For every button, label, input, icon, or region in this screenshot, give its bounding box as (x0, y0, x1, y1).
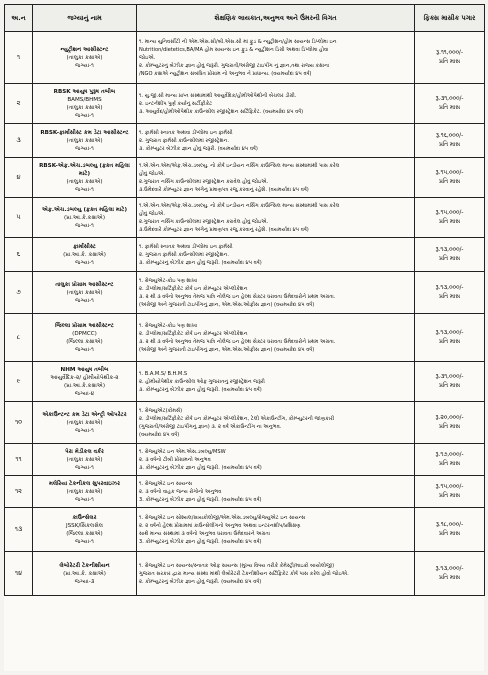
row-requirements-cell (137, 272, 415, 314)
row-requirements-cell (137, 508, 415, 552)
pay-unit: પ્રતિ માસ (439, 530, 460, 537)
post-detail: (DPMCC) (72, 330, 97, 337)
pay-amount: રૂ.૨૦,૦૦૦/- (435, 414, 464, 421)
row-pay-cell (415, 198, 485, 238)
requirement-line: ૩.ઉમેદવારે કોમ્પ્યુટર જ્ઞાન અંગેનું પ્રમાણપત્ર રજુ કરવાનું રહેશે. (વયમર્યાદા ૪૫ વર્ષ) (139, 186, 309, 193)
requirement-line: ૩. આયુર્વેદ/હોમીઓપેથીક કાઉન્સીલ રજીસ્ટ્રેશન સર્ટિફિકેટ. (વયમર્યાદા ૪૫ વર્ષ) (139, 108, 304, 115)
post-title: એફ.એચ.ડબલ્યુ (ફક્ત મહિલા માટે) (41, 206, 128, 213)
post-title: RBSK-ફાર્માસીસ્ટ કમ ડેટા આસીસ્ટન્ટ (40, 129, 129, 136)
table-row (5, 362, 485, 402)
row-requirements-cell (137, 476, 415, 508)
post-detail: જગ્યા-૪ (74, 390, 95, 397)
post-detail: જગ્યા-૧ (75, 346, 94, 353)
post-detail: જગ્યા-૧ (75, 145, 94, 152)
post-detail: (તાલુકા કક્ષાએ) (66, 137, 103, 144)
requirement-line: (અંગ્રેજી અને ગુજરાતી ટાઇપીંગનું જ્ઞાન, એમ.એસ.ઓફીસ જ્ઞાન) (વયમર્યાદા ૪૫ વર્ષ) (139, 301, 315, 308)
post-detail: જગ્યા-૧ (75, 186, 94, 193)
requirement-line: ૨. ડીપ્લોમા/સર્ટિફીકેટ કોર્ષ ઇન કોમ્પ્યુટર એપ્લીકેશન, ટેલી એકાઉન્ટીંગ, કોમ્પ્યુટરની જાણકારી (139, 415, 335, 422)
pay-amount: રૂ.૧૭,૦૦૦/- (435, 451, 464, 458)
pay-amount: રૂ.૩૧,૦૦૦/- (435, 373, 464, 380)
requirement-line: ૩.ઉમેદવારે કોમ્પ્યુટર જ્ઞાન અંગેનું પ્રમાણપત્ર રજુ કરવાનું રહેશે. (વયમર્યાદા ૪૫ વર્ષ) (139, 226, 309, 233)
pay-unit: પ્રતિ માસ (439, 141, 460, 148)
row-post-cell (33, 238, 137, 272)
row-pay-cell (415, 508, 485, 552)
header-post-name: જગ્યાનું નામ (33, 5, 137, 32)
requirement-line: (વયમર્યાદા ૪૫ વર્ષ) (139, 431, 180, 438)
post-title: મલેરિયા ટેકનીકલ સુપરવાઇઝર (48, 480, 121, 487)
row-pay-cell (415, 314, 485, 362)
requirement-line: ૧. ગ્રેજ્યુએટ-કોઇ પણ શાખા (139, 277, 198, 284)
table-row (5, 124, 485, 158)
requirement-line: (અંગ્રેજી અને ગુજરાતી ટાઇપીંગનું જ્ઞાન, એમ.એસ.ઓફીસ જ્ઞાન) (વયમર્યાદા ૪૫ વર્ષ) (139, 346, 315, 353)
requirement-line: ૩. કોમ્પ્યુટરનું બેઝીક જ્ઞાન હોવું જરૂરી. (વયમર્યાદા ૪૫ વર્ષ) (139, 386, 262, 393)
post-detail: જગ્યા-૧ (75, 297, 94, 304)
table-row (5, 238, 485, 272)
row-serial-no: ૧૪ (5, 552, 33, 596)
row-post-cell (33, 84, 137, 124)
pay-unit: પ્રતિ માસ (439, 382, 460, 389)
table-row (5, 402, 485, 444)
row-pay-cell (415, 552, 485, 596)
pay-amount: રૂ.૧૩,૦૦૦/- (435, 329, 464, 336)
row-pay-cell (415, 272, 485, 314)
pay-amount: રૂ.૧૩,૦૦૦/- (435, 246, 464, 253)
table-row (5, 158, 485, 198)
requirement-line: ૧. યુ.જી.સી માન્ય પ્રાપ્ત સંસ્થામાંથી આયુર્વેદિક/હોમીઓપેથીની બેચલર ડીગ્રી. (139, 92, 297, 99)
table-row (5, 508, 485, 552)
post-title: લેબોરેટરી ટેકનીશીયન (59, 562, 110, 569)
post-title: RBSK-એફ.એચ.ડબલ્યુ (ફક્ત મહિલા માટે) (39, 162, 130, 177)
recruitment-table (4, 4, 485, 596)
post-detail: જગ્યા-૩ (74, 578, 95, 585)
requirement-line: ૨. ૩ વર્ષનો વાહક જન્ય રોગોનો અનુભવ (139, 488, 222, 495)
row-requirements-cell (137, 552, 415, 596)
pay-unit: પ્રતિ માસ (439, 218, 460, 225)
row-serial-no: ૧ (5, 32, 33, 84)
post-detail: જગ્યા-૧ (75, 62, 94, 69)
requirement-line: ૧. માન્ય યુનિવર્સીટી ની એમ.એસ.સી/બી.એસ.સી માં ફુડ & ન્યુટ્રીશન/હોમ સાયન્સ ડિપ્લોમા ઇન (139, 38, 337, 45)
row-post-cell (33, 552, 137, 596)
pay-amount: રૂ.૧૧,૦૦૦/- (436, 49, 463, 56)
requirement-line: હોવું જોઇએ. (139, 170, 166, 177)
row-requirements-cell (137, 124, 415, 158)
table-row (5, 198, 485, 238)
table-row (5, 476, 485, 508)
post-detail: જગ્યા-૧ (75, 496, 94, 503)
pay-unit: પ્રતિ માસ (439, 178, 460, 185)
row-serial-no: ૭ (5, 272, 33, 314)
pay-amount: રૂ.૧૫,૦૦૦/- (435, 483, 464, 490)
pay-amount: રૂ.૧૩,૦૦૦/- (435, 565, 464, 572)
header-serial-no: અ.ન (5, 5, 33, 32)
pay-amount: રૂ.૧૩,૦૦૦/- (435, 284, 464, 291)
requirement-line: ગુજરાત સરકાર દ્વારા માન્ય સંસ્થા માંથી લેબોરેટરી ટેકનીશીયન સર્ટિફિકેટ કોર્ષ પાસ કરેલ હોવો જોઇએ. (139, 570, 349, 577)
pay-unit: પ્રતિ માસ (439, 492, 460, 499)
pay-unit: પ્રતિ માસ (439, 574, 460, 581)
post-title: NHM આયુષ તબીબ (60, 366, 109, 373)
post-title: ન્યુટ્રીશન આસીસ્ટન્ટ (60, 46, 109, 53)
row-pay-cell (415, 124, 485, 158)
row-pay-cell (415, 158, 485, 198)
post-detail: જગ્યા-૧ (75, 538, 94, 545)
row-pay-cell (415, 238, 485, 272)
requirement-line: હોવું જોઇએ. (139, 210, 166, 217)
table-row (5, 552, 485, 596)
post-detail: જગ્યા-૧ (75, 112, 94, 119)
requirement-line: જોઇએ. (139, 54, 156, 61)
table-body (5, 32, 485, 596)
table-row (5, 32, 485, 84)
requirement-line: ૨. ઇન્ટર્નશીપ પુર્ણ કર્યાનું સર્ટીફીકેટ (139, 100, 213, 107)
requirement-line: ૨.ગુજરાત નર્સિંગ કાઉન્સીલમાં રજીસ્ટ્રેશન કરાવેલ હોવું જોઇએ. (139, 218, 269, 225)
row-requirements-cell (137, 444, 415, 476)
row-post-cell (33, 158, 137, 198)
row-serial-no: ૪ (5, 158, 33, 198)
header-requirements: શૈક્ષણિક લાયકાત,અનુભવ અને ઉંમરની વિગત (137, 5, 415, 32)
row-requirements-cell (137, 32, 415, 84)
requirement-line: ૨. ૨ વર્ષનો હેલ્થ પ્રોગ્રામમાં કાઉન્સેલીંગનો અનુભવ અથવા ઇન્ટરનશીપ/પ્રશિક્ષણ (139, 522, 301, 529)
row-requirements-cell (137, 198, 415, 238)
post-title: તાલુકા પ્રોગ્રામ આસીસ્ટન્ટ (55, 281, 114, 288)
row-serial-no: ૧૧ (5, 444, 33, 476)
row-serial-no: ૧૩ (5, 508, 33, 552)
post-title: જિલ્લા પ્રોગ્રામ આસીસ્ટન્ટ (55, 322, 114, 329)
post-detail: જગ્યા-૧ (75, 464, 94, 471)
requirement-line: ૨. ડીપ્લોમા/સર્ટિફીકેટ કોર્ષ ઇન કોમ્પ્યુટર એપ્લીકેશન (139, 330, 248, 337)
pay-unit: પ્રતિ માસ (439, 104, 460, 111)
requirement-line: /NGO કક્ષાએ ન્યુટ્રીશન સંબંધિત પ્રોગ્રામ નો અનુભવ ને પ્રાધાન્ય. (વયમર્યાદા ૪૫ વર્ષ) (139, 70, 312, 77)
post-detail: (જિલ્લા કક્ષાએ) (66, 338, 103, 345)
row-requirements-cell (137, 84, 415, 124)
requirement-line: ૨. કોમ્પ્યુટરનું બેઝીક જ્ઞાન હોવું જરૂરી. ગુજરાતી/અંગ્રેજી ટાઇપીંગ નું જ્ઞાન,તથા રાજ્ય કક્ષાના (139, 62, 330, 69)
post-detail: (તાલુકા કક્ષાએ) (66, 54, 103, 61)
post-detail: (તાલુકા કક્ષાએ) (66, 488, 103, 495)
row-post-cell (33, 362, 137, 402)
post-detail: (પ્રા.આ.કે.કક્ષાએ) (63, 382, 106, 389)
post-detail: (તાલુકા કક્ષાએ) (66, 456, 103, 463)
requirement-line: ૨. કોમ્પ્યુટરનું બેઝીક જ્ઞાન હોવું જરૂરી. (વયમર્યાદા ૪૫ વર્ષ) (139, 578, 262, 585)
table-row (5, 84, 485, 124)
post-detail: (પ્રા.આ.કે.કક્ષાએ) (63, 214, 106, 221)
row-post-cell (33, 402, 137, 444)
row-pay-cell (415, 402, 485, 444)
row-pay-cell (415, 476, 485, 508)
recruitment-table-sheet (4, 4, 484, 671)
requirement-line: ૧. ગ્રેજ્યુએટ ઇન સાયન્સ/સ્નાતક ઓફ સાયન્સ (મુખ્ય વિષય તરીકે કેમેસ્ટ્રી/માઇક્રો બાયોલોજી) (139, 562, 335, 569)
header-monthly-pay: ફિક્સ માસીક પગાર (415, 5, 485, 32)
post-detail: (તાલુકા કક્ષાએ) (66, 289, 103, 296)
row-post-cell (33, 124, 137, 158)
requirement-line: ૧. ફાર્મસી સ્નાતક અથવા ડીપ્લોમા ઇન ફાર્મસી (139, 243, 233, 250)
pay-amount: રૂ.૧૫,૦૦૦/- (435, 169, 464, 176)
row-requirements-cell (137, 314, 415, 362)
post-detail: (તાલુકા કક્ષાએ) (66, 178, 103, 185)
row-post-cell (33, 198, 137, 238)
row-pay-cell (415, 444, 485, 476)
row-post-cell (33, 32, 137, 84)
requirement-line: ૨.ગુજરાત નર્સિંગ કાઉન્સીલમાં રજીસ્ટ્રેશન કરાવેલ હોવું જોઇએ. (139, 178, 269, 185)
requirement-line: ૧. ગ્રેજ્યુએટ ઇન એમ.એસ.ડબલ્યુ/MSW (139, 448, 226, 455)
requirement-line: ૧. ગ્રેજ્યુએટ ઇન સાયન્સ (139, 480, 193, 487)
post-detail: BAMS/BHMS (67, 96, 102, 103)
requirement-line: ૨. ડીપ્લોમા/સર્ટિફીકેટ કોર્ષ ઇન કોમ્પ્યુટર એપ્લીકેશન (139, 285, 248, 292)
table-header-row (5, 5, 485, 32)
row-serial-no: ૩ (5, 124, 33, 158)
pay-amount: રૂ.૧૬,૦૦૦/- (435, 132, 464, 139)
requirement-line: ૩. ૨ થી ૩ વર્ષનો અનુભવ તેમજ પાત્રિ નોલેજ ઇન હેલ્થ સેક્ટર ધરાવતા ઉમેદવારોને પ્રથમ અગ્રતા. (139, 338, 336, 345)
pay-amount: રૂ.૧૫,૦૦૦/- (435, 209, 464, 216)
table-row (5, 314, 485, 362)
requirement-line: સાથે માન્ય સંસ્થામાં ૩ વર્ષનો અનુભવ ધરાવતા ઉમેદવારને અગ્રતા (139, 530, 270, 537)
requirement-line: 3. કોમ્પ્યુટરનું બેઝીક જ્ઞાન હોવું જરૂરી. (વયમર્યાદા ૪૫ વર્ષ) (139, 496, 262, 503)
row-serial-no: ૧૦ (5, 402, 33, 444)
requirement-line: ૩. કોમ્પ્યુટરનું બેઝીક જ્ઞાન હોવું જરૂરી. (વયમર્યાદા ૪૫ વર્ષ) (139, 464, 262, 471)
requirement-line: ૩. ૨ થી ૩ વર્ષનો અનુભવ તેમજ પાત્રિ નોલેજ ઇન હેલ્થ સેક્ટર ધરાવતા ઉમેદવારોને પ્રથમ અગ્રતા. (139, 293, 336, 300)
row-pay-cell (415, 84, 485, 124)
post-detail: (તાલુકા કક્ષાએ) (66, 419, 103, 426)
post-title: ફાર્માસીસ્ટ (73, 243, 96, 250)
row-post-cell (33, 508, 137, 552)
requirement-line: ૨. હોમીયોપેથીક કાઉન્સીલ ઓફ ગુજરાતનું રજીસ્ટ્રેશન જરૂરી (139, 378, 265, 385)
pay-amount: રૂ.૩૧,૦૦૦/- (435, 95, 464, 102)
requirement-line: ૨. ૩ વર્ષનો ટીબી પ્રોગ્રામનો અનુભવ (139, 456, 211, 463)
row-serial-no: ૨ (5, 84, 33, 124)
pay-unit: પ્રતિ માસ (439, 423, 460, 430)
row-serial-no: ૧૨ (5, 476, 33, 508)
requirement-line: 3. કોમ્પ્યુટરનું બેઝીક જ્ઞાન હોવું જરૂરી. (વયમર્યાદા ૪૫ વર્ષ) (139, 538, 262, 545)
pay-unit: પ્રતિ માસ (439, 338, 460, 345)
requirement-line: ૩. કોમ્પ્યુટર બેઝીક જ્ઞાન હોવું જરૂરી. (વયમર્યાદા ૪૫ વર્ષ) (139, 145, 258, 152)
requirement-line: ૨. ગુજરાત ફાર્મસી કાઉન્સીલમાં રજીસ્ટ્રેશન. (139, 251, 229, 258)
table-row (5, 444, 485, 476)
requirement-line: ૧.એ.એન.એમ/એફ.એચ.ડબલ્યુ. નો કોર્ષ ઇન્ડીયન નર્સિંગ કાઉન્સિલ માન્ય સંસ્થામાંથી પાસ કરેલ (139, 162, 340, 169)
pay-unit: પ્રતિ માસ (439, 58, 460, 65)
post-detail: (પ્રા.આ.કે. કક્ષાએ) (63, 251, 106, 258)
post-detail: જગ્યા-૧ (75, 259, 94, 266)
row-requirements-cell (137, 158, 415, 198)
post-detail: આયુર્વેદિક-૨/ હોમીયોપેથીક-૨ (50, 374, 119, 381)
requirement-line: ૨. ગુજરાત ફાર્મસી કાઉન્સીલમાં રજીસ્ટ્રેશન. (139, 137, 229, 144)
pay-unit: પ્રતિ માસ (439, 460, 460, 467)
post-detail: (પ્રા.આ.કે. કક્ષાએ) (63, 570, 106, 577)
requirement-line: ૧. ફાર્મસી સ્નાતક અથવા ડીપ્લોમા ઇન ફાર્મસી (139, 129, 233, 136)
pay-unit: પ્રતિ માસ (439, 293, 460, 300)
post-title: કાઉન્સેલર (72, 514, 97, 521)
row-serial-no: ૯ (5, 362, 33, 402)
row-requirements-cell (137, 362, 415, 402)
row-pay-cell (415, 32, 485, 84)
row-post-cell (33, 444, 137, 476)
post-title: RBSK આયુષ પુરૂષ તબીબ (53, 88, 116, 95)
requirement-line: ૩. કોમ્પ્યુટરનું બેઝીક જ્ઞાન હોવું જરૂરી. (વયમર્યાદા ૪૫ વર્ષ) (139, 259, 262, 266)
post-detail: (તાલુકા કક્ષાએ) (66, 104, 103, 111)
row-serial-no: ૮ (5, 314, 33, 362)
row-serial-no: ૫ (5, 198, 33, 238)
post-detail: જગ્યા-૧ (75, 427, 94, 434)
row-requirements-cell (137, 402, 415, 444)
row-pay-cell (415, 362, 485, 402)
post-title: એકાઉન્ટન્ટ કમ ડેટા એન્ટ્રી ઓપરેટર (42, 411, 127, 418)
post-detail: (જિલ્લા કક્ષાએ) (66, 530, 103, 537)
requirement-line: ૧. B.A.M.S/ B.H.M.S (139, 370, 188, 377)
requirement-line: ૧. ગ્રેજ્યુએટ ઇન સોશ્યલ/સાયકોલોજી/એમ.એસ.ડબલ્યુ/ગ્રેજ્યુએટ ઇન સાયન્સ (139, 514, 306, 521)
requirement-line: ૧.એ.એન.એમ/એફ.એચ.ડબલ્યુ. નો કોર્ષ ઇન્ડીયન નર્સિંગ કાઉન્સિલ માન્ય સંસ્થામાંથી પાસ કરેલ (139, 202, 340, 209)
pay-amount: રૂ.૧૮,૦૦૦/- (435, 521, 464, 528)
row-post-cell (33, 314, 137, 362)
row-serial-no: ૬ (5, 238, 33, 272)
post-detail: JSSK/સિકલસેલ (65, 522, 104, 529)
requirement-line: Nutrition/dietetics,BA/MA હોમ સાયન્સ ઇન ફુડ & ન્યુટ્રીશન ડિગ્રી અથવા ડિપ્લોમા હોવા (139, 46, 329, 53)
pay-unit: પ્રતિ માસ (439, 255, 460, 262)
post-detail: જગ્યા-૧ (75, 222, 94, 229)
post-title: પેરા મેડીકલ વર્કર (65, 448, 104, 455)
requirement-line: ૧. ગ્રેજ્યુએટ-કોઇ પણ શાખા (139, 322, 198, 329)
row-requirements-cell (137, 238, 415, 272)
table-row (5, 272, 485, 314)
row-post-cell (33, 476, 137, 508)
requirement-line: (ગુજરાતી/અંગ્રેજી ટાઇપીંગનું જ્ઞાન) ૩. ૨ વર્ષ એકાઉન્ટીંગ ના અનુભવ. (139, 423, 282, 430)
row-post-cell (33, 272, 137, 314)
requirement-line: ૧. ગ્રેજ્યુએટ(કોમર્સ) (139, 407, 183, 414)
